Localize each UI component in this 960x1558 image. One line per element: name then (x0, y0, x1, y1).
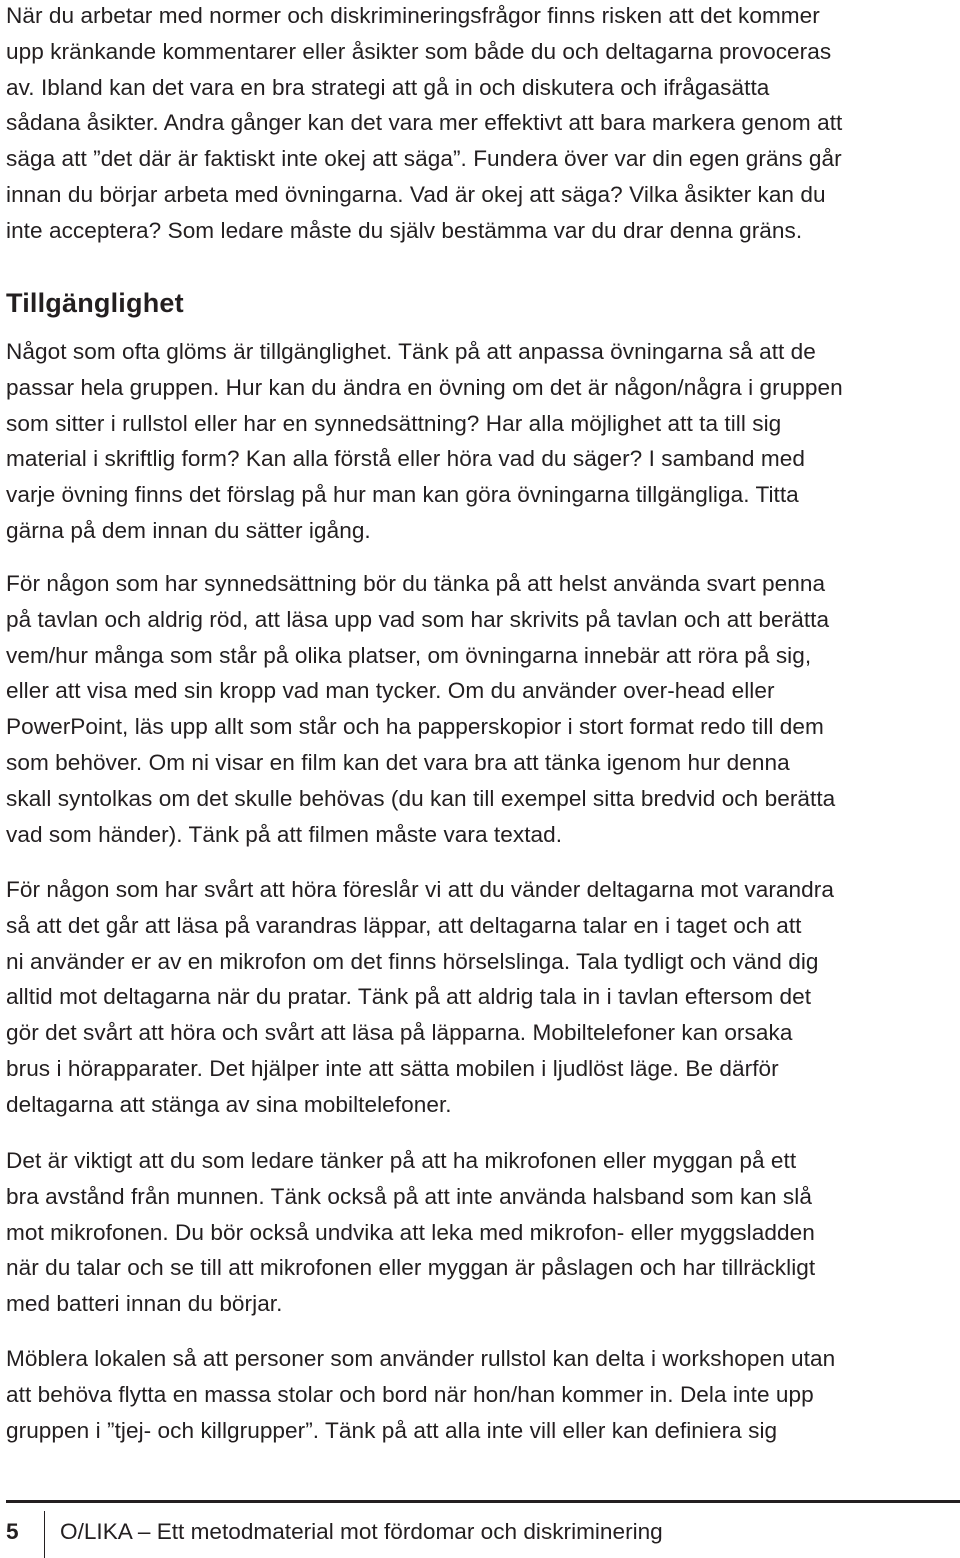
text-line: varje övning finns det förslag på hur man kan göra övningarna tillgängliga. Titta (6, 482, 799, 508)
section-heading: Tillgänglighet (6, 288, 184, 318)
paragraph-furnishing (6, 1341, 835, 1448)
text-line: när du talar och se till att mikrofonen eller myggan är påslagen och har tillräckligt (6, 1255, 816, 1281)
text-line: av. Ibland kan det vara en bra strategi att gå in och diskutera och ifrågasätta (6, 74, 770, 100)
text-line: För någon som har svårt att höra föreslår vi att du vänder deltagarna mot varandra (6, 877, 834, 902)
text-line: gör det svårt att höra och svårt att läsa på läpparna. Mobiltelefoner kan orsaka (6, 1020, 793, 1046)
text-line: eller att visa med sin kropp vad man tycker. Om du använder over-head eller (6, 678, 775, 704)
text-line: som sitter i rullstol eller har en synnedsättning? Har alla möjlighet att ta till sig (6, 410, 782, 436)
paragraph-microphone (6, 1143, 815, 1322)
page-footer (6, 1503, 960, 1558)
paragraph-visual-impairment (6, 566, 835, 852)
text-line: Möblera lokalen så att personer som använder rullstol kan delta i workshopen utan (6, 1346, 836, 1371)
text-line: Det är viktigt att du som ledare tänker på att ha mikrofonen eller myggan på ett (6, 1148, 797, 1173)
text-line: att behöva flytta en massa stolar och bord när hon/han kommer in. Dela inte upp (6, 1381, 814, 1407)
text-line: gärna på dem innan du sätter igång. (6, 517, 371, 543)
text-line: inte acceptera? Som ledare måste du själv bestämma var du drar denna gräns. (6, 217, 803, 243)
text-line: ni använder er av en mikrofon om det finns hörselslinga. Tala tydligt och vänd dig (6, 948, 819, 974)
text-line: vem/hur många som står på olika platser, om övningarna innebär att röra på sig, (6, 642, 812, 668)
text-line: material i skriftlig form? Kan alla förstå eller höra vad du säger? I samband med (6, 446, 805, 472)
text-line: alltid mot deltagarna när du pratar. Tänk på att aldrig tala in i tavlan eftersom det (6, 984, 812, 1010)
text-line: på tavlan och aldrig röd, att läsa upp vad som har skrivits på tavlan och att berätta (6, 606, 830, 632)
text-line: mot mikrofonen. Du bör också undvika att leka med mikrofon- eller myggsladden (6, 1219, 815, 1245)
text-line: skall syntolkas om det skulle behövas (du kan till exempel sitta bredvid och berätta (6, 785, 836, 811)
text-line: deltagarna att stänga av sina mobiltelefoner. (6, 1091, 452, 1117)
text-line: brus i hörapparater. Det hjälper inte att sätta mobilen i ljudlöst läge. Be därför (6, 1055, 779, 1081)
text-line: passar hela gruppen. Hur kan du ändra en övning om det är någon/några i gruppen (6, 374, 843, 400)
text-line: När du arbetar med normer och diskrimineringsfrågor finns risken att det kommer (6, 3, 820, 28)
text-line: upp kränkande kommentarer eller åsikter som både du och deltagarna provoceras (6, 38, 832, 64)
paragraph-accessibility-intro (6, 334, 843, 549)
text-line: bra avstånd från munnen. Tänk också på att inte använda halsband som kan slå (6, 1183, 812, 1209)
paragraph-hearing-impairment (6, 872, 834, 1123)
text-line: säga att ”det där är faktiskt inte okej att säga”. Fundera över var din egen gräns går (6, 146, 842, 172)
text-line: gruppen i ”tjej- och killgrupper”. Tänk på att alla inte vill eller kan definiera sig (6, 1417, 778, 1443)
text-line: sådana åsikter. Andra gånger kan det vara mer effektivt att bara markera genom att (6, 110, 843, 136)
text-line: så att det går att läsa på varandras läppar, att deltagarna talar en i taget och att (6, 912, 802, 938)
page-number: 5 (6, 1519, 19, 1544)
text-line: vad som händer). Tänk på att filmen måste vara textad. (6, 821, 563, 847)
text-line: För någon som har synnedsättning bör du tänka på att helst använda svart penna (6, 571, 826, 596)
footer-divider (44, 1511, 45, 1558)
text-line: med batteri innan du börjar. (6, 1291, 283, 1317)
text-line: PowerPoint, läs upp allt som står och ha papperskopior i stort format redo till dem (6, 714, 824, 740)
text-line: Något som ofta glöms är tillgänglighet. Tänk på att anpassa övningarna så att de (6, 339, 816, 364)
publication-title: O/LIKA – Ett metodmaterial mot fördomar och diskriminering (60, 1519, 663, 1544)
paragraph-norms-discussion (6, 0, 842, 249)
text-line: innan du börjar arbeta med övningarna. Vad är okej att säga? Vilka åsikter kan du (6, 181, 826, 207)
text-line: som behöver. Om ni visar en film kan det vara bra att tänka igenom hur denna (6, 749, 790, 775)
